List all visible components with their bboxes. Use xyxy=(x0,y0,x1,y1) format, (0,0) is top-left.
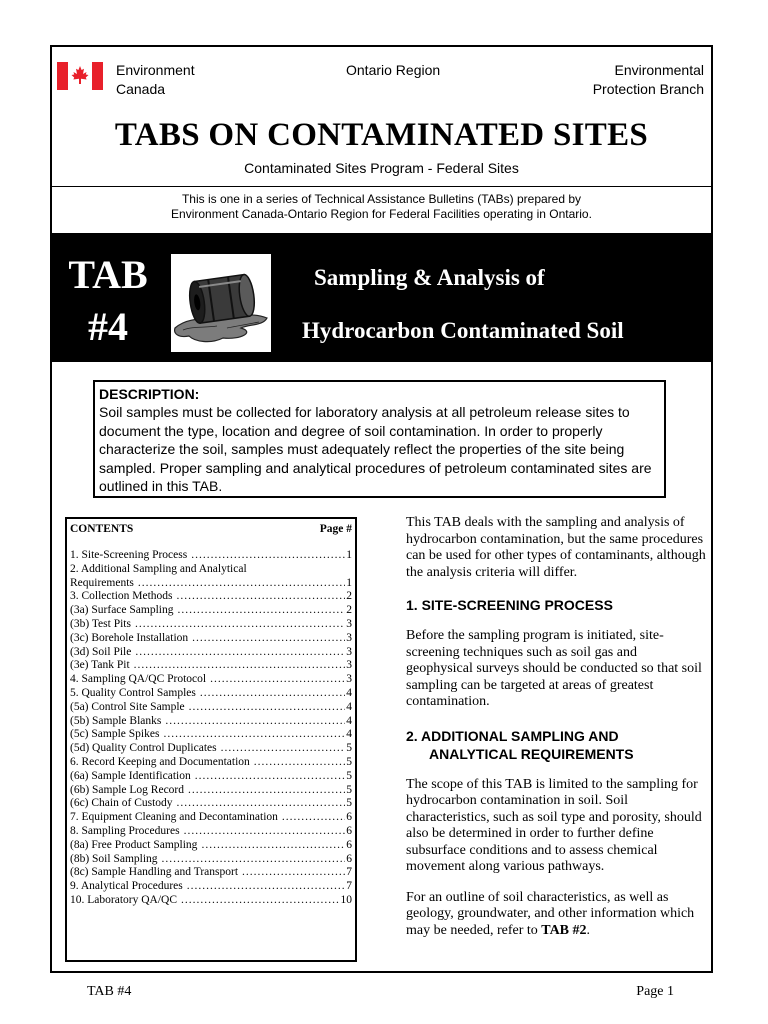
toc-entry xyxy=(70,839,352,853)
toc-leader xyxy=(135,618,345,632)
toc-entry-label: 10. Laboratory QA/QC xyxy=(70,893,177,906)
toc-entry-label: (8c) Sample Handling and Transport xyxy=(70,866,239,879)
toc-entry xyxy=(70,715,352,729)
toc-leader xyxy=(242,866,345,880)
section-1-heading: 1. SITE-SCREENING PROCESS xyxy=(406,597,613,613)
branch-label-line2: Protection Branch xyxy=(592,81,704,97)
toc-entry-label: (3c) Borehole Installation xyxy=(70,631,189,644)
toc-entry-page: 1 xyxy=(346,549,352,561)
toc-leader xyxy=(200,687,345,701)
toc-entry-page: 3 xyxy=(346,645,352,658)
branch-label xyxy=(593,61,704,99)
header-divider xyxy=(52,186,711,187)
toc-leader xyxy=(188,784,345,798)
toc-entry-label: (6b) Sample Log Record xyxy=(70,783,185,796)
department-name-line1: Environment xyxy=(116,62,195,78)
section-2-heading xyxy=(406,727,706,763)
toc-leader xyxy=(210,673,345,687)
toc-entry xyxy=(70,797,352,811)
toc-entry-page: 3 xyxy=(346,631,352,644)
toc-leader xyxy=(192,632,345,646)
description-text: Soil samples must be collected for laboratory analysis at all petroleum release sites to document the type, location and degree of soil contamination. In order to properly characterize the soil, samples must adequately reflect the properties of the site being sampled. Proper sampling and analytical procedures of petroleum contaminated sites are outlined in this TAB. xyxy=(99,404,652,494)
toc-entry-page: 4 xyxy=(346,686,352,699)
banner-title-line2: Hydrocarbon Contaminated Soil xyxy=(302,318,624,343)
toc-entry xyxy=(70,784,352,798)
department-name-line2: Canada xyxy=(116,81,166,97)
toc-entry-page: 7 xyxy=(346,880,352,893)
toc-entry xyxy=(70,659,352,673)
footer-tab-label: TAB #4 xyxy=(87,984,132,999)
toc-leader xyxy=(184,825,346,839)
toc-entry-label: (6c) Chain of Custody xyxy=(70,797,173,810)
toc-entry-label: 7. Equipment Cleaning and Decontamination xyxy=(70,811,278,824)
document-title: TABS ON CONTAMINATED SITES xyxy=(114,117,649,153)
toc-entry xyxy=(70,866,352,880)
body-column xyxy=(406,515,706,939)
toc-entry-page: 6 xyxy=(346,838,352,851)
tab-number-label xyxy=(58,249,158,353)
toc-entry-page: 6 xyxy=(346,824,352,837)
toc-entry-label: (5a) Control Site Sample xyxy=(70,700,185,713)
toc-entry-page: 3 xyxy=(346,617,352,630)
toc-entry xyxy=(70,811,352,825)
toc-entry-page: 6 xyxy=(346,852,352,865)
toc-leader xyxy=(138,577,345,591)
toc-entry xyxy=(70,853,352,867)
toc-entry-label: 4. Sampling QA/QC Protocol xyxy=(70,673,207,686)
toc-entry xyxy=(70,756,352,770)
toc-leader xyxy=(177,604,345,618)
section-2-heading-line1: 2. ADDITIONAL SAMPLING AND xyxy=(406,727,619,744)
toc-entry-page: 3 xyxy=(346,673,352,686)
contents-header xyxy=(70,523,352,535)
contents-heading: CONTENTS xyxy=(70,523,134,535)
tab-reference: TAB #2 xyxy=(541,922,587,938)
bulletin-note xyxy=(52,192,711,222)
toc-entry-label: 2. Additional Sampling and Analytical xyxy=(70,562,247,575)
toc-entry-page: 5 xyxy=(346,769,352,782)
toc-entry xyxy=(70,604,352,618)
toc-entry xyxy=(70,618,352,632)
toc-entry-page: 2 xyxy=(346,590,352,603)
toc-entry-page: 4 xyxy=(346,714,352,727)
toc-leader xyxy=(195,770,346,784)
toc-entry-label: (3b) Test Pits xyxy=(70,617,131,630)
section-1-paragraph: Before the sampling program is initiated, site-screening techniques such as soil gas and geophysical surveys should be conducted so that soil sampling can be targeted at areas of greatest contamination. xyxy=(406,628,702,709)
toc-entry xyxy=(70,742,352,756)
document-subtitle: Contaminated Sites Program - Federal Sites xyxy=(244,160,519,176)
toc-entry-label: (5d) Quality Control Duplicates xyxy=(70,742,217,755)
toc-entry-label: (8a) Free Product Sampling xyxy=(70,838,198,851)
intro-paragraph: This TAB deals with the sampling and analysis of hydrocarbon contamination, but the same procedures can be used for other types of contaminants, although the analysis criteria will differ. xyxy=(406,515,706,580)
toc-entry-page: 1 xyxy=(346,576,352,589)
toc-entry-label: (8b) Soil Sampling xyxy=(70,852,158,865)
section-2-paragraph: The scope of this TAB is limited to the sampling for hydrocarbon contamination in soil. Soil characteristics, such as soil type and porosity, should also be determined in order to further define subsurface conditions and to assess chemical movement along various pathways. xyxy=(406,776,702,874)
toc-entry-page: 5 xyxy=(346,755,352,768)
toc-entry-page: 5 xyxy=(346,742,352,755)
toc-entry xyxy=(70,632,352,646)
toc-entry-page: 10 xyxy=(340,893,352,906)
toc-entry xyxy=(70,728,352,742)
reference-text-end: . xyxy=(586,922,591,938)
branch-label-line1: Environmental xyxy=(614,62,704,78)
toc-entry-label: 5. Quality Control Samples xyxy=(70,686,196,699)
section-2-heading-line2: ANALYTICAL REQUIREMENTS xyxy=(429,745,634,762)
toc-entry xyxy=(70,894,352,908)
toc-leader xyxy=(201,839,345,853)
toc-entry-label: (3e) Tank Pit xyxy=(70,659,130,672)
toc-leader xyxy=(177,797,346,811)
toc-entry xyxy=(70,673,352,687)
bulletin-note-line1: This is one in a series of Technical Assistance Bulletins (TABs) prepared by xyxy=(181,192,582,206)
toc-entry-label: 6. Record Keeping and Documentation xyxy=(70,755,250,768)
toc-leader xyxy=(162,853,346,867)
region-label: Ontario Region xyxy=(346,62,441,78)
toc-entry-label: (3d) Soil Pile xyxy=(70,645,132,658)
toc-leader xyxy=(135,646,345,660)
toc-entry-label: Requirements xyxy=(70,576,134,589)
toc-leader xyxy=(177,590,346,604)
toc-entry-label: (5b) Sample Blanks xyxy=(70,714,162,727)
toc-entry xyxy=(70,880,352,894)
tab-label-line1: TAB xyxy=(68,252,148,297)
toc-entry-page: 4 xyxy=(346,728,352,741)
section-2-reference-paragraph xyxy=(406,890,706,940)
contents-page-heading: Page # xyxy=(319,523,352,535)
toc-leader xyxy=(163,728,345,742)
toc-entry xyxy=(70,701,352,715)
toc-entry-label: 8. Sampling Procedures xyxy=(70,824,180,837)
toc-leader xyxy=(189,701,346,715)
toc-leader xyxy=(134,659,346,673)
toc-entry-label: 1. Site-Screening Process xyxy=(70,549,188,561)
tab-label-line2: #4 xyxy=(88,304,128,349)
banner-title-line1: Sampling & Analysis of xyxy=(314,265,545,290)
toc-entry-page: 5 xyxy=(346,783,352,796)
toc-entry-page: 2 xyxy=(346,604,352,617)
description-box xyxy=(93,380,666,498)
toc-entry xyxy=(70,549,352,563)
toc-leader xyxy=(187,880,346,894)
oil-barrel-illustration xyxy=(171,254,271,352)
toc-entry-label: 3. Collection Methods xyxy=(70,590,173,603)
toc-leader xyxy=(282,811,345,825)
toc-entry-page: 5 xyxy=(346,797,352,810)
toc-entry-page: 6 xyxy=(346,811,352,824)
toc-entry xyxy=(70,687,352,701)
toc-leader xyxy=(221,742,346,756)
toc-leader xyxy=(254,756,345,770)
oil-barrel-icon xyxy=(171,254,271,352)
footer-page-number: Page 1 xyxy=(636,984,674,999)
description-heading: DESCRIPTION: xyxy=(99,386,200,402)
toc-entry-page: 7 xyxy=(346,866,352,879)
toc-entry-label: (5c) Sample Spikes xyxy=(70,728,160,741)
toc-leader xyxy=(191,549,345,563)
toc-entry-page: 3 xyxy=(346,659,352,672)
toc-entry xyxy=(70,577,352,591)
toc-entry xyxy=(70,825,352,839)
bulletin-note-line2: Environment Canada-Ontario Region for Federal Facilities operating in Ontario. xyxy=(171,207,592,221)
toc-entry-page: 4 xyxy=(346,700,352,713)
toc-entry-label: 9. Analytical Procedures xyxy=(70,880,183,893)
toc-leader xyxy=(181,894,340,908)
canada-flag-icon xyxy=(57,62,103,90)
department-name xyxy=(116,61,195,99)
toc-entry xyxy=(70,646,352,660)
toc-entry-label: (3a) Surface Sampling xyxy=(70,604,174,617)
toc-entry-label: (6a) Sample Identification xyxy=(70,769,191,782)
table-of-contents xyxy=(65,517,357,962)
reference-text: For an outline of soil characteristics, as well as geology, groundwater, and other information which may be needed, refer to xyxy=(406,889,695,938)
toc-entry xyxy=(70,590,352,604)
toc-leader xyxy=(165,715,345,729)
toc-entry xyxy=(70,770,352,784)
